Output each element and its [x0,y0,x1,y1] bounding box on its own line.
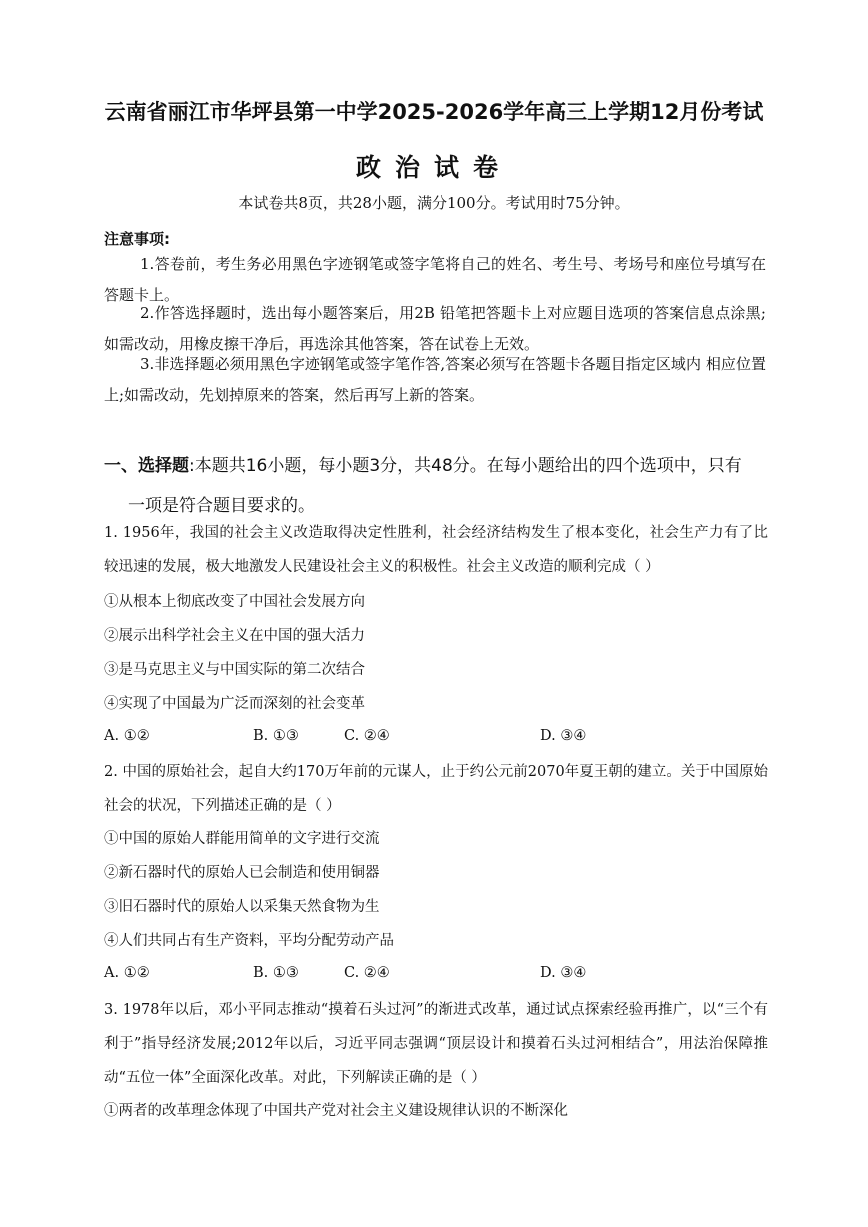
question-2-choice-c: C. ②④ [344,965,390,981]
question-1-option-4: ④实现了中国最为广泛而深刻的社会变革 [104,696,365,712]
question-3-option-1: ①两者的改革理念体现了中国共产党对社会主义建设规律认识的不断深化 [104,1103,568,1119]
question-1-choices [104,728,768,748]
question-2-option-4: ④人们共同占有生产资料，平均分配劳动产品 [104,933,394,949]
question-1-option-1: ①从根本上彻底改变了中国社会发展方向 [104,594,365,610]
question-2-choice-a: A. ①② [104,965,150,981]
section-text-line2: 一项是符合题目要求的。 [128,496,315,516]
question-1-choice-d: D. ③④ [540,728,587,744]
question-1-option-3: ③是马克思主义与中国实际的第二次结合 [104,662,365,678]
question-1-choice-a: A. ①② [104,728,150,744]
question-1-option-2: ②展示出科学社会主义在中国的强大活力 [104,628,365,644]
question-2-option-3: ③旧石器时代的原始人以采集天然食物为生 [104,899,380,915]
question-2-choice-b: B. ①③ [253,965,299,981]
question-2-choices [104,965,768,985]
question-2-stem: 2. 中国的原始社会，起自大约170万年前的元谋人，止于约公元前2070年夏王朝的建立。关于中国原始社会的状况，下列描述正确的是（ ） [104,764,768,814]
question-2-option-1: ①中国的原始人群能用简单的文字进行交流 [104,831,380,847]
section-label: 一、选择题 [104,456,189,476]
school-exam-title: 云南省丽江市华坪县第一中学2025-2026学年高三上学期12月份考试 [104,100,764,124]
section-text-line1: :本题共16小题，每小题3分，共48分。在每小题给出的四个选项中，只有 [189,456,742,476]
subject-title: 政治试卷 [355,153,512,182]
notice-item-2: 2.作答选择题时，选出每小题答案后，用2B 铅笔把答题卡上对应题目选项的答案信息点涂黑;如需改动，用橡皮擦干净后，再选涂其他答案，答在试卷上无效。 [104,304,766,353]
notice-heading: 注意事项: [104,230,170,248]
question-2-option-2: ②新石器时代的原始人已会制造和使用铜器 [104,865,380,881]
question-3-stem: 3. 1978年以后，邓小平同志推动“摸着石头过河”的渐进式改革，通过试点探索经验再推广，以“三个有利于”指导经济发展;2012年以后，习近平同志强调“顶层设计和摸着石头过河相结合”，用法治保障推动“五位一体”全面深化改革。对此，下列解读正确的是（ ） [104,1002,768,1086]
question-1-stem: 1. 1956年，我国的社会主义改造取得决定性胜利，社会经济结构发生了根本变化，社会生产力有了比较迅速的发展，极大地激发人民建设社会主义的积极性。社会主义改造的顺利完成（ ） [104,525,768,575]
notice-item-1: 1.答卷前，考生务必用黑色字迹钢笔或签字笔将自己的姓名、考生号、考场号和座位号填写在答题卡上。 [104,255,766,304]
section-heading [104,446,768,526]
question-1-choice-b: B. ①③ [253,728,299,744]
exam-info: 本试卷共8页，共28小题，满分100分。考试用时75分钟。 [238,194,630,212]
question-2-choice-d: D. ③④ [540,965,587,981]
question-1-choice-c: C. ②④ [344,728,390,744]
notice-item-3: 3.非选择题必须用黑色字迹钢笔或签字笔作答,答案必须写在答题卡各题目指定区域内 相应位置上;如需改动，先划掉原来的答案，然后再写上新的答案。 [104,355,766,404]
